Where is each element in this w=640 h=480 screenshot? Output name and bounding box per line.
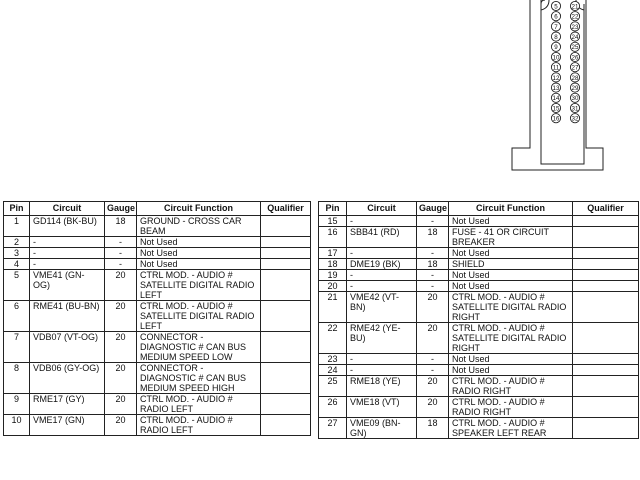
table-row xyxy=(319,270,639,281)
pin-cell: 7 xyxy=(4,332,30,363)
qualifier-cell xyxy=(261,363,311,394)
qualifier-cell xyxy=(261,248,311,259)
pin-number-label: 24 xyxy=(571,34,579,41)
connector-pin-grid xyxy=(551,1,579,122)
qualifier-cell xyxy=(573,418,639,439)
gauge-cell: 20 xyxy=(105,270,137,301)
pin-number-label: 5 xyxy=(554,3,558,11)
function-cell: Not Used xyxy=(137,248,261,259)
gauge-cell: - xyxy=(417,270,449,281)
pin-cell: 21 xyxy=(319,292,347,323)
gauge-cell: 20 xyxy=(105,415,137,436)
pin-cell: 26 xyxy=(319,397,347,418)
function-cell: CTRL MOD. - AUDIO # SATELLITE DIGITAL RADIO RIGHT xyxy=(449,292,573,323)
gauge-cell: - xyxy=(105,248,137,259)
function-cell: Not Used xyxy=(449,354,573,365)
pin-cell: 4 xyxy=(4,259,30,270)
qualifier-cell xyxy=(573,292,639,323)
table-row xyxy=(4,216,311,237)
circuit-cell: - xyxy=(347,281,417,292)
gauge-cell: 20 xyxy=(417,397,449,418)
header-circuit-function: Circuit Function xyxy=(449,202,573,216)
pin-number-label: 23 xyxy=(571,23,579,31)
table-header-row xyxy=(4,202,311,216)
qualifier-cell xyxy=(573,397,639,418)
circuit-cell: - xyxy=(347,270,417,281)
table-row xyxy=(319,281,639,292)
gauge-cell: 18 xyxy=(417,418,449,439)
pinout-table-right xyxy=(318,201,639,439)
qualifier-cell xyxy=(573,323,639,354)
pin-cell: 2 xyxy=(4,237,30,248)
pin-number-label: 30 xyxy=(571,95,579,103)
gauge-cell: 18 xyxy=(417,259,449,270)
qualifier-cell xyxy=(573,270,639,281)
pin-cell: 25 xyxy=(319,376,347,397)
gauge-cell: - xyxy=(417,281,449,292)
table-row xyxy=(4,301,311,332)
circuit-cell: VME17 (GN) xyxy=(30,415,105,436)
pin-cell: 20 xyxy=(319,281,347,292)
header-qualifier: Qualifier xyxy=(573,202,639,216)
function-cell: CTRL MOD. - AUDIO # SATELLITE DIGITAL RADIO LEFT xyxy=(137,301,261,332)
table-row xyxy=(319,216,639,227)
table-row xyxy=(319,397,639,418)
pin-number-label: 26 xyxy=(571,54,579,62)
gauge-cell: 20 xyxy=(105,363,137,394)
circuit-cell: VME42 (VT-BN) xyxy=(347,292,417,323)
table-row xyxy=(319,354,639,365)
header-circuit: Circuit xyxy=(30,202,105,216)
pin-number-label: 9 xyxy=(554,44,558,52)
pin-number-label: 31 xyxy=(571,105,579,113)
table-row xyxy=(4,248,311,259)
pin-number-label: 15 xyxy=(552,105,560,113)
qualifier-cell xyxy=(261,332,311,363)
qualifier-cell xyxy=(261,270,311,301)
header-pin: Pin xyxy=(4,202,30,216)
header-circuit-function: Circuit Function xyxy=(137,202,261,216)
table-row xyxy=(4,259,311,270)
circuit-cell: RME41 (BU-BN) xyxy=(30,301,105,332)
pin-cell: 6 xyxy=(4,301,30,332)
circuit-cell: SBB41 (RD) xyxy=(347,227,417,248)
table-row xyxy=(319,248,639,259)
function-cell: GROUND - CROSS CAR BEAM xyxy=(137,216,261,237)
qualifier-cell xyxy=(261,259,311,270)
pin-number-label: 7 xyxy=(554,23,558,31)
pin-cell: 19 xyxy=(319,270,347,281)
circuit-cell: - xyxy=(30,248,105,259)
table-row xyxy=(319,259,639,270)
function-cell: CTRL MOD. - AUDIO # SPEAKER LEFT REAR xyxy=(449,418,573,439)
function-cell: Not Used xyxy=(137,259,261,270)
pin-number-label: 29 xyxy=(571,85,579,92)
table-row xyxy=(4,237,311,248)
pin-cell: 24 xyxy=(319,365,347,376)
function-cell: CTRL MOD. - AUDIO # RADIO RIGHT xyxy=(449,397,573,418)
table-row xyxy=(4,363,311,394)
gauge-cell: - xyxy=(417,354,449,365)
circuit-cell: VDB07 (VT-OG) xyxy=(30,332,105,363)
pin-number-label: 14 xyxy=(552,95,560,103)
circuit-cell: RME42 (YE-BU) xyxy=(347,323,417,354)
pin-number-label: 25 xyxy=(571,44,579,52)
function-cell: Not Used xyxy=(449,365,573,376)
connector-diagram xyxy=(0,0,640,200)
pin-cell: 15 xyxy=(319,216,347,227)
qualifier-cell xyxy=(573,365,639,376)
circuit-cell: VDB06 (GY-OG) xyxy=(30,363,105,394)
function-cell: SHIELD xyxy=(449,259,573,270)
circuit-cell: RME18 (YE) xyxy=(347,376,417,397)
gauge-cell: 20 xyxy=(105,394,137,415)
pin-cell: 5 xyxy=(4,270,30,301)
qualifier-cell xyxy=(261,394,311,415)
pin-cell: 9 xyxy=(4,394,30,415)
function-cell: Not Used xyxy=(137,237,261,248)
gauge-cell: 18 xyxy=(417,227,449,248)
circuit-cell: - xyxy=(347,248,417,259)
gauge-cell: 20 xyxy=(105,301,137,332)
function-cell: CTRL MOD. - AUDIO # RADIO LEFT xyxy=(137,415,261,436)
pin-number-label: 22 xyxy=(571,13,579,21)
qualifier-cell xyxy=(261,237,311,248)
pin-cell: 1 xyxy=(4,216,30,237)
gauge-cell: 20 xyxy=(417,376,449,397)
qualifier-cell xyxy=(573,281,639,292)
gauge-cell: - xyxy=(105,259,137,270)
qualifier-cell xyxy=(261,216,311,237)
pin-number-label: 11 xyxy=(552,64,560,72)
circuit-cell: - xyxy=(347,354,417,365)
table-row xyxy=(319,227,639,248)
pin-cell: 10 xyxy=(4,415,30,436)
circuit-cell: VME41 (GN-OG) xyxy=(30,270,105,301)
function-cell: Not Used xyxy=(449,216,573,227)
pin-cell: 17 xyxy=(319,248,347,259)
function-cell: CTRL MOD. - AUDIO # RADIO RIGHT xyxy=(449,376,573,397)
pin-cell: 27 xyxy=(319,418,347,439)
function-cell: CONNECTOR - DIAGNOSTIC # CAN BUS MEDIUM SPEED HIGH xyxy=(137,363,261,394)
pin-number-label: 16 xyxy=(552,115,560,123)
header-gauge: Gauge xyxy=(105,202,137,216)
header-gauge: Gauge xyxy=(417,202,449,216)
table-row xyxy=(319,323,639,354)
table-row xyxy=(4,394,311,415)
pin-number-label: 21 xyxy=(571,3,579,11)
header-pin: Pin xyxy=(319,202,347,216)
header-qualifier: Qualifier xyxy=(261,202,311,216)
circuit-cell: - xyxy=(30,259,105,270)
table-row xyxy=(4,332,311,363)
pin-number-label: 27 xyxy=(571,64,579,72)
pin-number-label: 28 xyxy=(571,74,579,82)
pin-number-label: 13 xyxy=(552,85,560,92)
pin-cell: 16 xyxy=(319,227,347,248)
pin-cell: 8 xyxy=(4,363,30,394)
circuit-cell: GD114 (BK-BU) xyxy=(30,216,105,237)
function-cell: CTRL MOD. - AUDIO # SATELLITE DIGITAL RADIO RIGHT xyxy=(449,323,573,354)
circuit-cell: - xyxy=(347,365,417,376)
function-cell: Not Used xyxy=(449,248,573,259)
gauge-cell: - xyxy=(417,365,449,376)
table-header-row xyxy=(319,202,639,216)
qualifier-cell xyxy=(261,301,311,332)
function-cell: FUSE - 41 OR CIRCUIT BREAKER xyxy=(449,227,573,248)
function-cell: CONNECTOR - DIAGNOSTIC # CAN BUS MEDIUM SPEED LOW xyxy=(137,332,261,363)
gauge-cell: - xyxy=(105,237,137,248)
table-row xyxy=(319,365,639,376)
qualifier-cell xyxy=(573,259,639,270)
circuit-cell: VME18 (VT) xyxy=(347,397,417,418)
qualifier-cell xyxy=(573,248,639,259)
table-row xyxy=(319,418,639,439)
circuit-cell: DME19 (BK) xyxy=(347,259,417,270)
pin-number-label: 6 xyxy=(554,13,558,21)
gauge-cell: 18 xyxy=(105,216,137,237)
circuit-cell: VME09 (BN-GN) xyxy=(347,418,417,439)
qualifier-cell xyxy=(573,354,639,365)
qualifier-cell xyxy=(261,415,311,436)
qualifier-cell xyxy=(573,227,639,248)
gauge-cell: - xyxy=(417,216,449,227)
pinout-table-left xyxy=(3,201,311,436)
circuit-cell: - xyxy=(30,237,105,248)
gauge-cell: 20 xyxy=(417,323,449,354)
header-circuit: Circuit xyxy=(347,202,417,216)
qualifier-cell xyxy=(573,216,639,227)
gauge-cell: 20 xyxy=(417,292,449,323)
table-row xyxy=(319,292,639,323)
table-row xyxy=(4,415,311,436)
function-cell: Not Used xyxy=(449,281,573,292)
pin-cell: 3 xyxy=(4,248,30,259)
function-cell: Not Used xyxy=(449,270,573,281)
circuit-cell: - xyxy=(347,216,417,227)
circuit-cell: RME17 (GY) xyxy=(30,394,105,415)
pin-number-label: 10 xyxy=(552,54,560,62)
pin-cell: 18 xyxy=(319,259,347,270)
function-cell: CTRL MOD. - AUDIO # SATELLITE DIGITAL RADIO LEFT xyxy=(137,270,261,301)
table-row xyxy=(4,270,311,301)
pin-number-label: 8 xyxy=(554,34,558,41)
pin-number-label: 32 xyxy=(571,115,579,123)
pin-number-label: 12 xyxy=(552,74,560,82)
function-cell: CTRL MOD. - AUDIO # RADIO LEFT xyxy=(137,394,261,415)
qualifier-cell xyxy=(573,376,639,397)
gauge-cell: - xyxy=(417,248,449,259)
table-row xyxy=(319,376,639,397)
pin-cell: 22 xyxy=(319,323,347,354)
pin-cell: 23 xyxy=(319,354,347,365)
gauge-cell: 20 xyxy=(105,332,137,363)
